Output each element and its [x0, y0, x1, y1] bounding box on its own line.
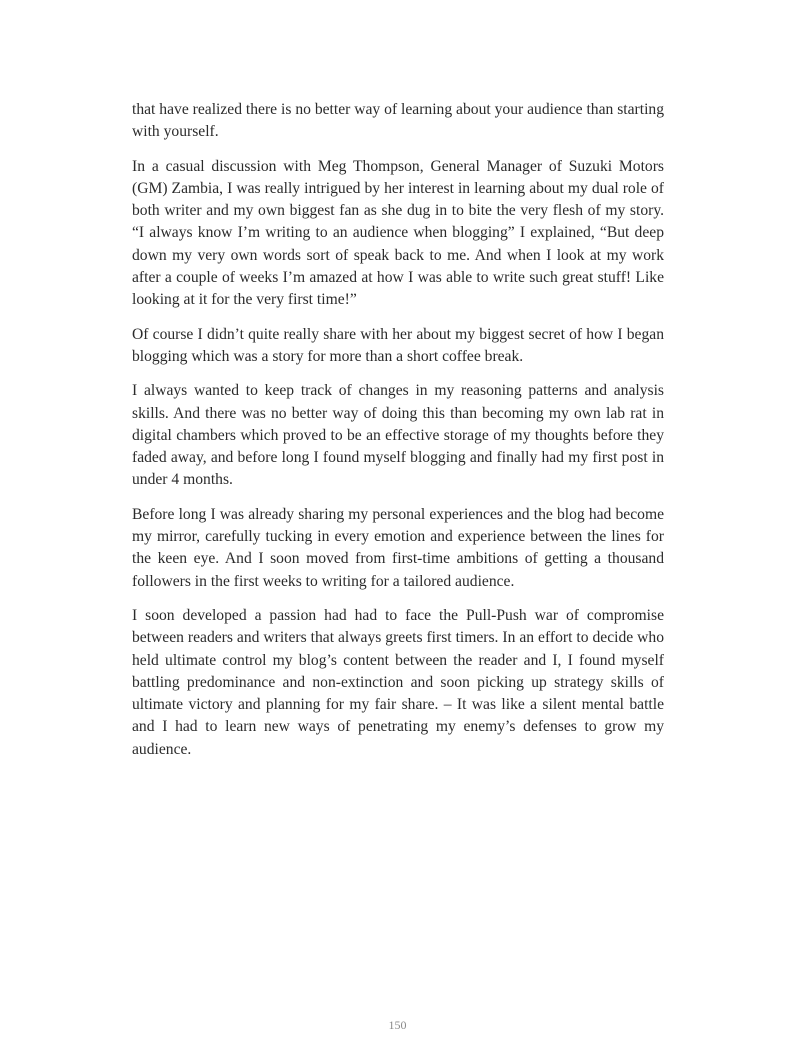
- page-number: 150: [388, 1018, 407, 1032]
- body-text: [132, 99, 664, 773]
- paragraph: Of course I didn’t quite really share with her about my biggest secret of how I began blogging which was a story for more than a short coffee break.: [132, 325, 664, 365]
- paragraph: I always wanted to keep track of changes in my reasoning patterns and analysis skills. And there was no better way of doing this than becoming my own lab rat in digital chambers which proved to be an effective storage of my thoughts before they faded away, and before long I found myself blogging and finally had my first post in under 4 months.: [132, 382, 664, 489]
- paragraph: I soon developed a passion had had to face the Pull-Push war of compromise between readers and writers that always greets first timers. In an effort to decide who held ultimate control my blog’s content between the reader and I, I found myself battling predominance and non-extinction and soon picking up strategy skills of ultimate victory and planning for my fair share. – It was like a silent mental battle and I had to learn new ways of penetrating my enemy’s defenses to grow my audience.: [132, 606, 664, 758]
- paragraph: Before long I was already sharing my personal experiences and the blog had become my mirror, carefully tucking in every emotion and experience between the lines for the keen eye. And I soon moved from first-time ambitions of getting a thousand followers in the first weeks to writing for a tailored audience.: [132, 505, 664, 590]
- paragraph: In a casual discussion with Meg Thompson, General Manager of Suzuki Motors (GM) Zambia, I was really intrigued by her interest in learning about my dual role of both writer and my own biggest fan as she dug in to bite the very flesh of my story. “I always know I’m writing to an audience when blogging” I explained, “But deep down my very own words sort of speak back to me. And when I look at my work after a couple of weeks I’m amazed at how I was able to write such great stuff! Like looking at it for the very first time!”: [132, 157, 664, 309]
- paragraph: that have realized there is no better way of learning about your audience than starting with yourself.: [132, 101, 664, 141]
